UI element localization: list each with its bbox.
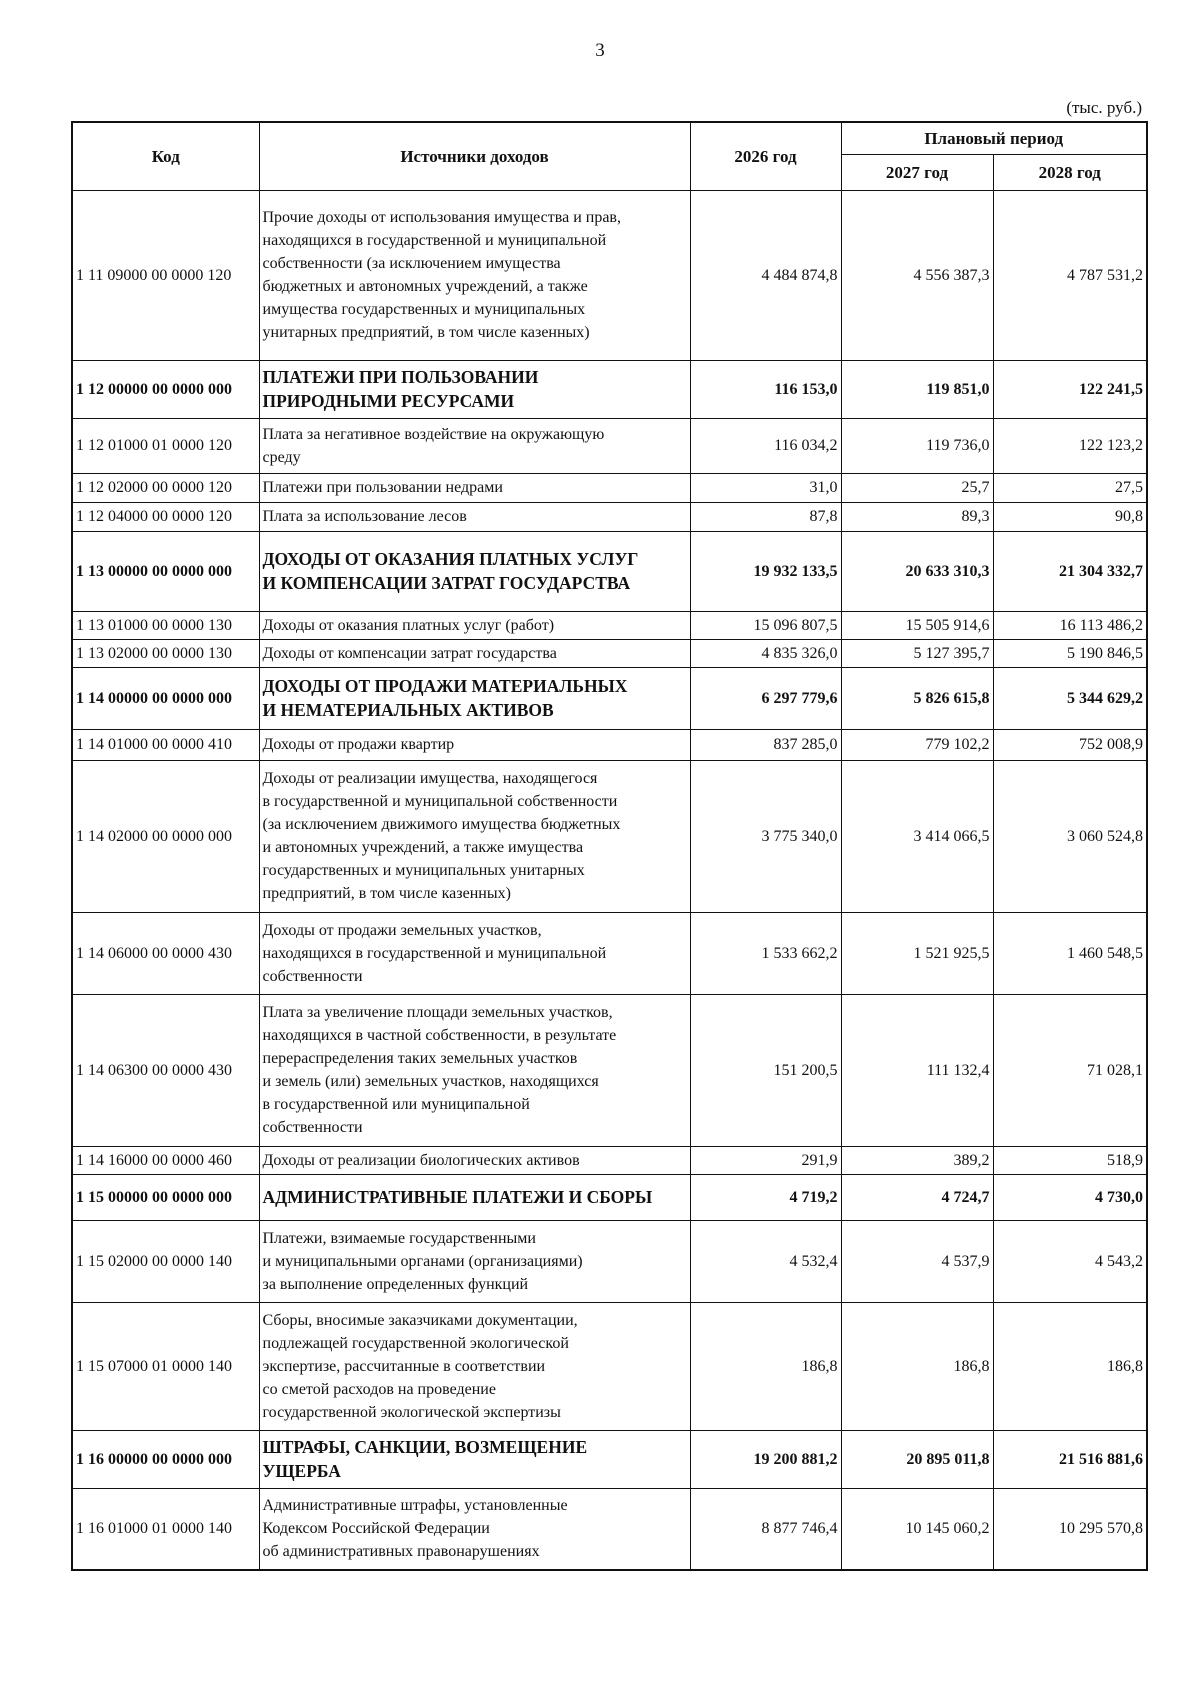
row-code: 1 14 01000 00 0000 410 (72, 729, 259, 760)
row-value-2026: 4 484 874,8 (690, 190, 841, 360)
row-source-name: Доходы от оказания платных услуг (работ) (259, 611, 690, 639)
page-number: 3 (595, 40, 605, 61)
row-value-2028: 71 028,1 (993, 994, 1147, 1146)
row-value-2026: 837 285,0 (690, 729, 841, 760)
row-value-2026: 116 034,2 (690, 418, 841, 473)
header-2027: 2027 год (841, 154, 993, 190)
table-row (72, 639, 1147, 667)
row-value-2028: 186,8 (993, 1302, 1147, 1430)
row-code: 1 16 01000 01 0000 140 (72, 1488, 259, 1570)
row-value-2028: 10 295 570,8 (993, 1488, 1147, 1570)
table-row (72, 1220, 1147, 1302)
row-value-2027: 4 537,9 (841, 1220, 993, 1302)
row-value-2027: 389,2 (841, 1146, 993, 1174)
row-source-name: ДОХОДЫ ОТ ОКАЗАНИЯ ПЛАТНЫХ УСЛУГ И КОМПЕНСАЦИИ ЗАТРАТ ГОСУДАРСТВА (259, 531, 690, 611)
table-row (72, 1430, 1147, 1488)
row-value-2028: 21 304 332,7 (993, 531, 1147, 611)
row-value-2028: 27,5 (993, 473, 1147, 502)
row-value-2026: 151 200,5 (690, 994, 841, 1146)
table-row (72, 360, 1147, 418)
row-source-name: Доходы от продажи земельных участков, находящихся в государственной и муниципальной собственности (259, 912, 690, 994)
row-value-2028: 122 123,2 (993, 418, 1147, 473)
row-code: 1 15 07000 01 0000 140 (72, 1302, 259, 1430)
table-row (72, 418, 1147, 473)
row-value-2026: 6 297 779,6 (690, 667, 841, 729)
table-row (72, 729, 1147, 760)
row-value-2026: 4 532,4 (690, 1220, 841, 1302)
row-value-2028: 122 241,5 (993, 360, 1147, 418)
row-value-2026: 186,8 (690, 1302, 841, 1430)
row-value-2027: 5 127 395,7 (841, 639, 993, 667)
row-value-2026: 8 877 746,4 (690, 1488, 841, 1570)
row-code: 1 14 02000 00 0000 000 (72, 760, 259, 912)
row-value-2027: 5 826 615,8 (841, 667, 993, 729)
row-source-name: Доходы от компенсации затрат государства (259, 639, 690, 667)
row-value-2027: 119 851,0 (841, 360, 993, 418)
row-value-2027: 779 102,2 (841, 729, 993, 760)
row-code: 1 15 02000 00 0000 140 (72, 1220, 259, 1302)
row-code: 1 14 16000 00 0000 460 (72, 1146, 259, 1174)
table-row (72, 667, 1147, 729)
table-row (72, 1488, 1147, 1570)
header-source: Источники доходов (259, 122, 690, 190)
row-value-2027: 10 145 060,2 (841, 1488, 993, 1570)
row-source-name: Доходы от реализации биологических активов (259, 1146, 690, 1174)
row-value-2027: 89,3 (841, 502, 993, 531)
row-source-name: Плата за негативное воздействие на окружающую среду (259, 418, 690, 473)
row-value-2027: 4 556 387,3 (841, 190, 993, 360)
row-value-2026: 3 775 340,0 (690, 760, 841, 912)
row-code: 1 11 09000 00 0000 120 (72, 190, 259, 360)
row-value-2026: 4 835 326,0 (690, 639, 841, 667)
row-value-2026: 15 096 807,5 (690, 611, 841, 639)
table-row (72, 994, 1147, 1146)
row-value-2028: 4 543,2 (993, 1220, 1147, 1302)
row-value-2027: 15 505 914,6 (841, 611, 993, 639)
table-row (72, 760, 1147, 912)
row-source-name: АДМИНИСТРАТИВНЫЕ ПЛАТЕЖИ И СБОРЫ (259, 1174, 690, 1220)
row-value-2028: 90,8 (993, 502, 1147, 531)
table-row (72, 611, 1147, 639)
row-code: 1 14 00000 00 0000 000 (72, 667, 259, 729)
row-value-2027: 25,7 (841, 473, 993, 502)
row-source-name: Платежи при пользовании недрами (259, 473, 690, 502)
row-code: 1 15 00000 00 0000 000 (72, 1174, 259, 1220)
row-source-name: ПЛАТЕЖИ ПРИ ПОЛЬЗОВАНИИ ПРИРОДНЫМИ РЕСУРСАМИ (259, 360, 690, 418)
row-value-2026: 116 153,0 (690, 360, 841, 418)
row-value-2028: 4 730,0 (993, 1174, 1147, 1220)
row-code: 1 14 06300 00 0000 430 (72, 994, 259, 1146)
row-value-2027: 186,8 (841, 1302, 993, 1430)
row-source-name: Административные штрафы, установленные Кодексом Российской Федерации об административных правонарушениях (259, 1488, 690, 1570)
row-code: 1 12 02000 00 0000 120 (72, 473, 259, 502)
row-source-name: Сборы, вносимые заказчиками документации, подлежащей государственной экологической экспертизе, рассчитанные в соответствии со сметой расходов на проведение государственной экологической экспертизы (259, 1302, 690, 1430)
row-value-2026: 87,8 (690, 502, 841, 531)
row-value-2028: 5 190 846,5 (993, 639, 1147, 667)
table-body (72, 190, 1147, 1570)
row-value-2026: 291,9 (690, 1146, 841, 1174)
row-value-2028: 21 516 881,6 (993, 1430, 1147, 1488)
row-code: 1 13 02000 00 0000 130 (72, 639, 259, 667)
row-code: 1 12 01000 01 0000 120 (72, 418, 259, 473)
row-value-2027: 1 521 925,5 (841, 912, 993, 994)
row-value-2026: 1 533 662,2 (690, 912, 841, 994)
table-row (72, 190, 1147, 360)
row-value-2026: 4 719,2 (690, 1174, 841, 1220)
row-value-2026: 31,0 (690, 473, 841, 502)
table-row (72, 531, 1147, 611)
row-value-2028: 4 787 531,2 (993, 190, 1147, 360)
units-label: (тыс. руб.) (1066, 98, 1142, 117)
row-source-name: Доходы от реализации имущества, находящегося в государственной и муниципальной собственности (за исключением движимого имущества бюджетных и автономных учреждений, а также имущества государственных и муниципальных унитарных предприятий, в том числе казенных) (259, 760, 690, 912)
row-value-2027: 111 132,4 (841, 994, 993, 1146)
table-row (72, 473, 1147, 502)
row-value-2027: 20 633 310,3 (841, 531, 993, 611)
header-2026: 2026 год (690, 122, 841, 190)
revenue-table (71, 121, 1148, 1571)
row-value-2028: 16 113 486,2 (993, 611, 1147, 639)
row-value-2027: 3 414 066,5 (841, 760, 993, 912)
row-value-2026: 19 200 881,2 (690, 1430, 841, 1488)
row-value-2027: 20 895 011,8 (841, 1430, 993, 1488)
table-header (72, 122, 1147, 190)
row-value-2026: 19 932 133,5 (690, 531, 841, 611)
row-code: 1 14 06000 00 0000 430 (72, 912, 259, 994)
row-source-name: Прочие доходы от использования имущества и прав, находящихся в государственной и муниципальной собственности (за исключением имущества бюджетных и автономных учреждений, а также имущества государственных и муниципальных унитарных предприятий, в том числе казенных) (259, 190, 690, 360)
header-code: Код (72, 122, 259, 190)
row-value-2028: 3 060 524,8 (993, 760, 1147, 912)
table-row (72, 1302, 1147, 1430)
table-row (72, 1146, 1147, 1174)
row-code: 1 16 00000 00 0000 000 (72, 1430, 259, 1488)
row-code: 1 13 00000 00 0000 000 (72, 531, 259, 611)
table-row (72, 502, 1147, 531)
row-code: 1 12 04000 00 0000 120 (72, 502, 259, 531)
row-source-name: Доходы от продажи квартир (259, 729, 690, 760)
header-planning-period: Плановый период (841, 122, 1147, 154)
row-value-2027: 4 724,7 (841, 1174, 993, 1220)
row-source-name: Плата за использование лесов (259, 502, 690, 531)
row-source-name: ДОХОДЫ ОТ ПРОДАЖИ МАТЕРИАЛЬНЫХ И НЕМАТЕРИАЛЬНЫХ АКТИВОВ (259, 667, 690, 729)
row-source-name: Плата за увеличение площади земельных участков, находящихся в частной собственности, в результате перераспределения таких земельных участков и земель (или) земельных участков, находящихся в государственной или муниципальной собственности (259, 994, 690, 1146)
table-row (72, 1174, 1147, 1220)
row-code: 1 12 00000 00 0000 000 (72, 360, 259, 418)
header-2028: 2028 год (993, 154, 1147, 190)
row-value-2028: 1 460 548,5 (993, 912, 1147, 994)
row-value-2027: 119 736,0 (841, 418, 993, 473)
row-source-name: ШТРАФЫ, САНКЦИИ, ВОЗМЕЩЕНИЕ УЩЕРБА (259, 1430, 690, 1488)
row-value-2028: 752 008,9 (993, 729, 1147, 760)
row-code: 1 13 01000 00 0000 130 (72, 611, 259, 639)
row-value-2028: 518,9 (993, 1146, 1147, 1174)
table-row (72, 912, 1147, 994)
row-source-name: Платежи, взимаемые государственными и муниципальными органами (организациями) за выполнение определенных функций (259, 1220, 690, 1302)
row-value-2028: 5 344 629,2 (993, 667, 1147, 729)
